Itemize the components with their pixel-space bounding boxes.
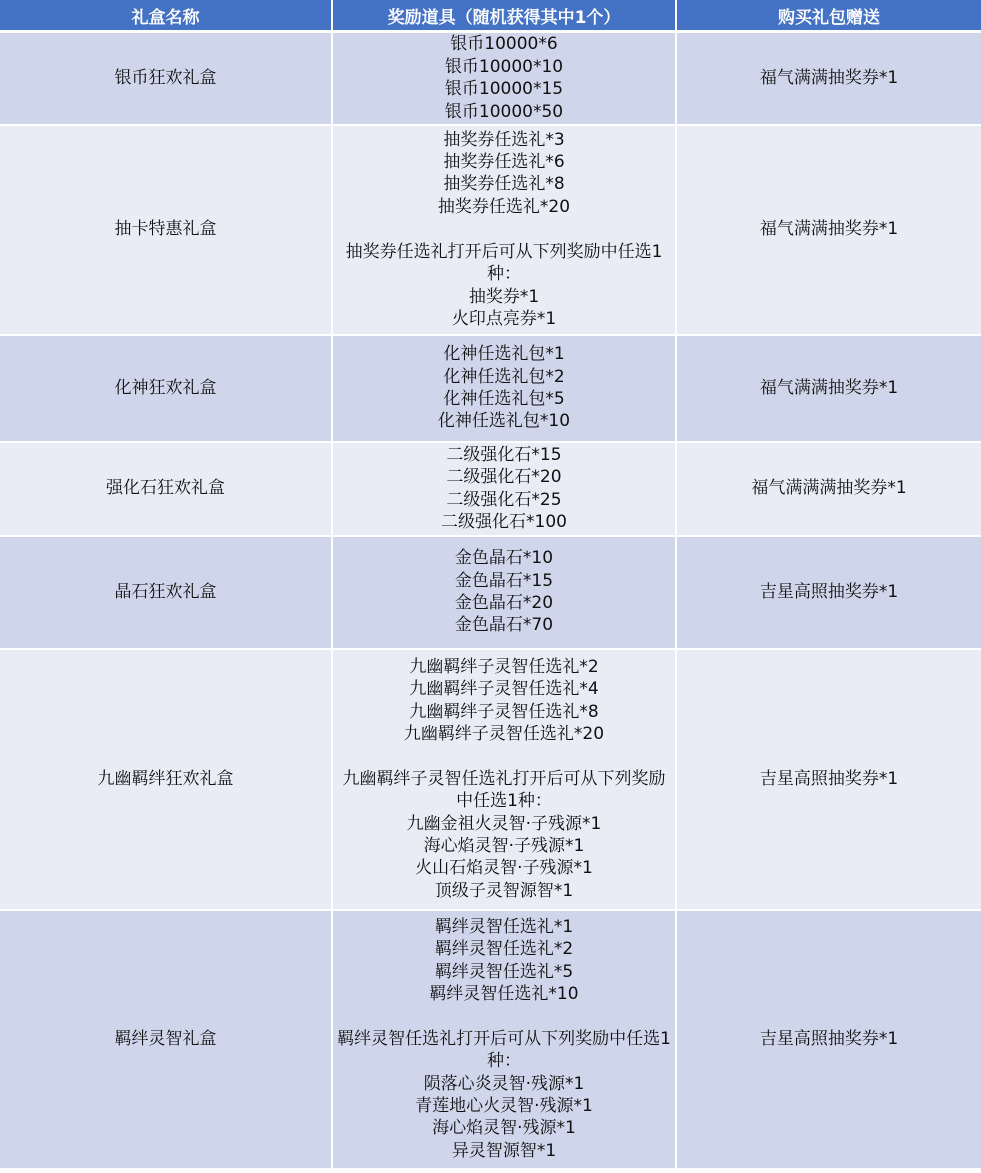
header-gift-name: 礼盒名称: [0, 0, 332, 32]
rewards-cell: [332, 125, 676, 335]
reward-item: 化神任选礼包*5: [443, 389, 565, 409]
spacer: [333, 218, 675, 240]
gift-name-cell: [0, 442, 332, 536]
gift-name: 九幽羁绊狂欢礼盒: [97, 768, 234, 789]
gift-name-cell: [0, 536, 332, 649]
note-item: 顶级子灵智源智*1: [434, 880, 574, 901]
bonus-cell: [676, 649, 981, 910]
spacer: [333, 1005, 675, 1027]
reward-item: 羁绊灵智任选礼*1: [434, 916, 574, 937]
reward-item: 金色晶石*15: [454, 570, 554, 591]
bonus-cell: [676, 335, 981, 442]
reward-item: 金色晶石*20: [454, 593, 554, 613]
bonus-text: 福气满满抽奖券*1: [759, 377, 899, 398]
table-body: [0, 32, 981, 1169]
bonus-cell: [676, 32, 981, 125]
reward-item: 银币10000*15: [444, 79, 564, 100]
reward-item: 银币10000*50: [444, 101, 564, 122]
note-item: 火山石焰灵智·子残源*1: [415, 858, 593, 879]
note-item: 陨落心炎灵智·残源*1: [423, 1073, 585, 1094]
reward-item: 九幽羁绊子灵智任选礼*8: [409, 701, 599, 722]
bonus-cell: [676, 536, 981, 649]
reward-item: 金色晶石*70: [454, 615, 554, 636]
spacer: [333, 745, 675, 767]
header-row: [0, 0, 981, 32]
reward-item: 九幽羁绊子灵智任选礼*4: [409, 679, 599, 700]
reward-item: 九幽羁绊子灵智任选礼*20: [403, 723, 605, 744]
note-item: 抽奖券*1: [468, 286, 540, 307]
reward-item: 化神任选礼包*10: [437, 411, 571, 432]
reward-item: 抽奖券任选礼*8: [443, 174, 565, 195]
reward-item: 羁绊灵智任选礼*10: [429, 983, 579, 1004]
gift-name: 抽卡特惠礼盒: [114, 219, 217, 240]
note-item: 海心焰灵智·残源*1: [432, 1118, 576, 1139]
note-item: 海心焰灵智·子残源*1: [423, 836, 585, 856]
bonus-text: 吉星高照抽奖券*1: [759, 581, 899, 602]
bonus-text: 吉星高照抽奖券*1: [759, 768, 899, 789]
reward-item: 二级强化石*25: [446, 489, 562, 510]
reward-item: 抽奖券任选礼*3: [443, 129, 565, 150]
rewards-cell: [332, 442, 676, 536]
table-row: [0, 442, 981, 536]
bonus-cell: [676, 910, 981, 1169]
bonus-text: 吉星高照抽奖券*1: [759, 1028, 899, 1049]
table-row: [0, 536, 981, 649]
gift-name: 强化石狂欢礼盒: [106, 478, 225, 499]
gift-name-cell: [0, 649, 332, 910]
reward-item: 银币10000*6: [450, 34, 558, 55]
rewards-cell: [332, 32, 676, 125]
reward-item: 银币10000*10: [444, 56, 564, 77]
reward-item: 抽奖券任选礼*20: [437, 196, 571, 217]
reward-note: 九幽羁绊子灵智任选礼打开后可从下列奖励中任选1种：: [342, 768, 666, 812]
bonus-cell: [676, 125, 981, 335]
bonus-cell: [676, 442, 981, 536]
reward-item: 羁绊灵智任选礼*2: [434, 939, 574, 960]
gift-name-cell: [0, 910, 332, 1169]
gift-name-cell: [0, 125, 332, 335]
gift-name: 羁绊灵智礼盒: [114, 1028, 217, 1049]
reward-item: 抽奖券任选礼*6: [443, 152, 565, 173]
gift-name: 银币狂欢礼盒: [114, 68, 217, 89]
note-item: 火印点亮券*1: [451, 308, 557, 329]
bonus-text: 福气满满抽奖券*1: [759, 219, 899, 240]
rewards-cell: [332, 649, 676, 910]
bonus-text: 福气满满抽奖券*1: [759, 68, 899, 89]
gift-name-cell: [0, 32, 332, 125]
reward-note: 羁绊灵智任选礼打开后可从下列奖励中任选1种：: [337, 1028, 671, 1072]
note-item: 九幽金祖火灵智·子残源*1: [406, 813, 602, 834]
rewards-cell: [332, 536, 676, 649]
rewards-cell: [332, 910, 676, 1169]
note-item: 异灵智源智*1: [451, 1140, 557, 1161]
reward-note: 抽奖券任选礼打开后可从下列奖励中任选1种：: [345, 241, 663, 285]
table-row: [0, 32, 981, 125]
header-rewards: 奖励道具（随机获得其中1个）: [332, 0, 676, 32]
reward-item: 化神任选礼包*2: [443, 366, 565, 387]
reward-item: 化神任选礼包*1: [443, 344, 565, 365]
reward-item: 金色晶石*10: [454, 548, 554, 569]
note-item: 青莲地心火灵智·残源*1: [415, 1096, 593, 1116]
gift-name-cell: [0, 335, 332, 442]
rewards-cell: [332, 335, 676, 442]
gift-name: 化神狂欢礼盒: [114, 377, 217, 398]
table-row: [0, 910, 981, 1169]
reward-item: 二级强化石*15: [446, 444, 562, 465]
table-row: [0, 335, 981, 442]
reward-item: 二级强化石*20: [446, 467, 562, 488]
bonus-text: 福气满满满抽奖券*1: [751, 478, 907, 499]
reward-item: 九幽羁绊子灵智任选礼*2: [409, 656, 599, 677]
table-row: [0, 125, 981, 335]
gift-name: 晶石狂欢礼盒: [114, 581, 217, 602]
header-bonus: 购买礼包赠送: [676, 0, 981, 32]
reward-item: 羁绊灵智任选礼*5: [434, 961, 574, 982]
reward-item: 二级强化石*100: [441, 511, 567, 532]
table-row: [0, 649, 981, 910]
